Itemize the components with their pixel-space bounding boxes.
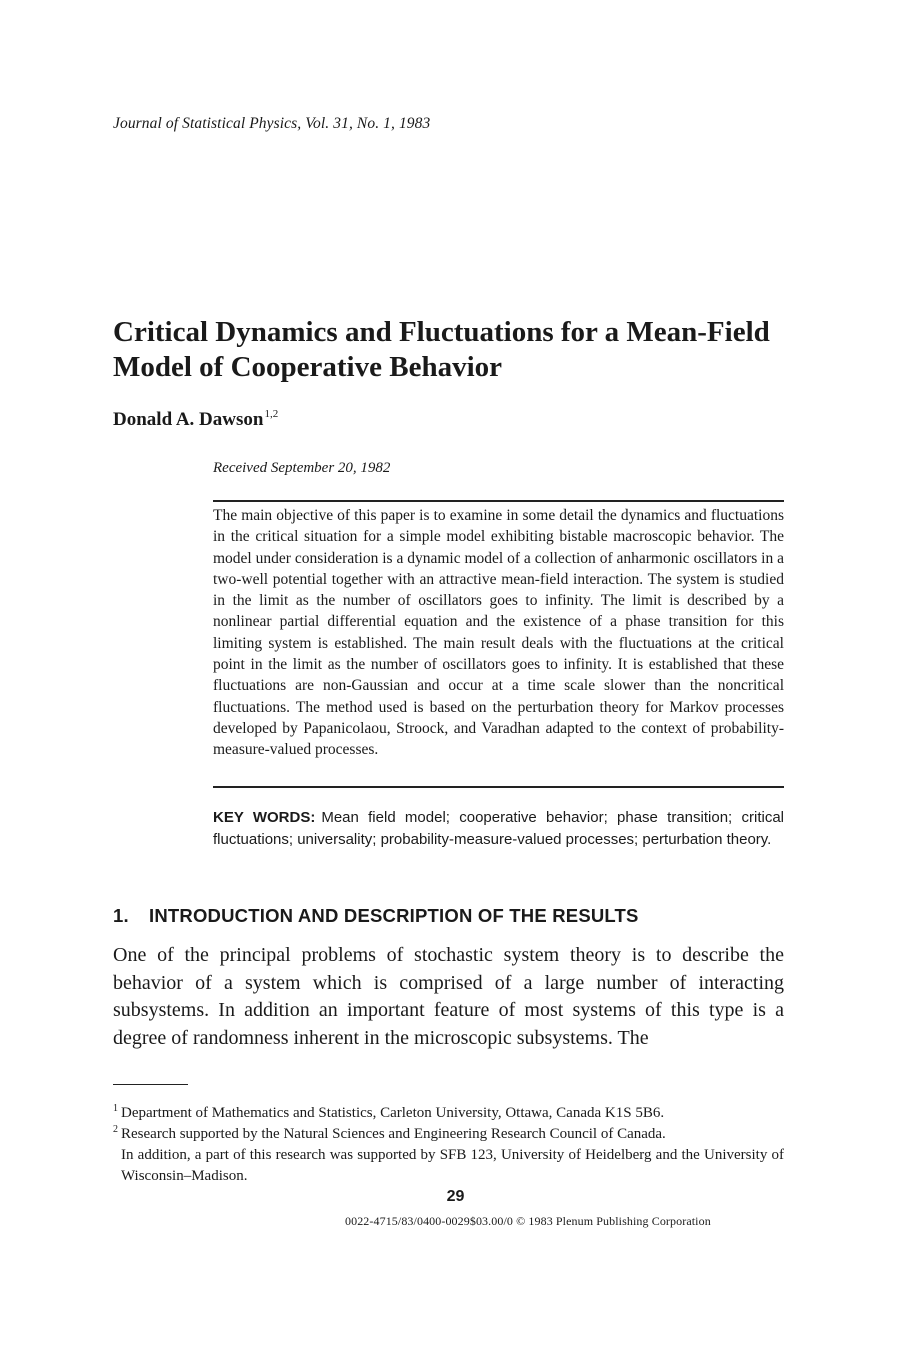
page-number: 29 [446, 1188, 465, 1205]
footnote-2-text: Research supported by the Natural Sciences and Engineering Research Council of Canada. [121, 1126, 666, 1142]
footnote-1-text: Department of Mathematics and Statistics, Carleton University, Ottawa, Canada K1S 5B6. [121, 1105, 665, 1121]
keywords-label: KEY WORDS: [213, 809, 316, 826]
author-affiliation-marks: 1,2 [264, 408, 279, 420]
footnote-2 [113, 1119, 784, 1187]
author-line [113, 408, 278, 431]
section-title: INTRODUCTION AND DESCRIPTION OF THE RESULTS [149, 905, 639, 926]
footnote-2-mark: 2 [113, 1124, 118, 1135]
received-date: Received September 20, 1982 [213, 460, 391, 476]
footnote-2-continuation: In addition, a part of this research was supported by SFB 123, University of Heidelberg and the University of Wisconsin–Madison. [121, 1147, 784, 1184]
author-name: Donald A. Dawson [113, 409, 264, 430]
keywords [213, 807, 784, 851]
journal-header: Journal of Statistical Physics, Vol. 31, No. 1, 1983 [113, 115, 431, 132]
footnote-1-mark: 1 [113, 1103, 118, 1114]
keywords-text: Mean field model; cooperative behavior; phase transition; critical fluctuations; universality; probability-measure-valued processes; perturbation theory. [213, 809, 784, 848]
section-heading [113, 905, 639, 927]
title-line-2: Model of Cooperative Behavior [113, 351, 503, 383]
body-paragraph: One of the principal problems of stochastic system theory is to describe the behavior of a system which is comprised of a large number of interacting subsystems. In addition an important feature of most systems of this type is a degree of randomness inherent in the microscopic subsystems. The [113, 944, 784, 1049]
footnote-rule [113, 1084, 188, 1085]
paper-title [113, 315, 813, 385]
title-line-1: Critical Dynamics and Fluctuations for a Mean-Field [113, 316, 770, 348]
copyright-line: 0022-4715/83/0400-0029$03.00/0 © 1983 Plenum Publishing Corporation [345, 1214, 711, 1228]
abstract: The main objective of this paper is to examine in some detail the dynamics and fluctuations in the critical situation for a simple model exhibiting bistable macroscopic behavior. The model under consideration is a dynamic model of a collection of anharmonic oscillators in a two-well potential together with an attractive mean-field interaction. The system is studied in the limit as the number of oscillators goes to infinity. The limit is described by a nonlinear partial differential equation and the existence of a phase transition for this limiting system is established. The main result deals with the fluctuations at the critical point in the limit as the number of oscillators goes to infinity. It is established that these fluctuations are non-Gaussian and occur at a time scale slower than the noncritical fluctuations. The method used is based on the perturbation theory for Markov processes developed by Papanicolaou, Stroock, and Varadhan adapted to the context of probability-measure-valued processes. [213, 507, 784, 759]
abstract-bottom-rule [213, 786, 784, 788]
section-number: 1. [113, 905, 129, 926]
abstract-top-rule [213, 500, 784, 502]
